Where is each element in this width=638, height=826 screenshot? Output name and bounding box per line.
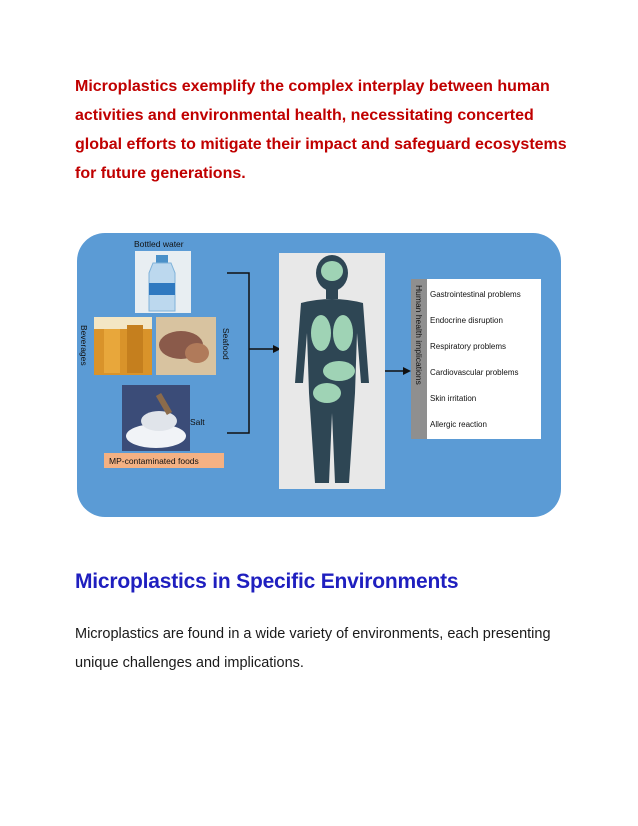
salt-image [122,385,190,451]
section-heading: Microplastics in Specific Environments [75,570,459,593]
intro-highlight: Microplastics exemplify the complex interplay between human activities and environmental health, necessitating concerted global efforts to mitigate their impact and safeguard ecosystems for future generations. [75,78,567,182]
sources-bracket [227,273,273,433]
implication-item: Cardiovascular problems [430,368,519,377]
section-paragraph: Microplastics are found in a wide variety of environments, each presenting unique challenges and implications. [75,626,551,671]
beverages-label: Beverages [79,325,89,366]
implication-item: Endocrine disruption [430,316,503,325]
figure-canvas [77,233,561,517]
implication-item: Allergic reaction [430,420,487,429]
salt-label: Salt [190,417,205,427]
implication-item: Respiratory problems [430,342,507,351]
foods-label: MP-contaminated foods [109,456,199,466]
implication-item: Skin irritation [430,394,477,403]
implication-item: Gastrointestinal problems [430,290,521,299]
bottled-water-image [135,251,191,313]
health-implications-figure [77,233,561,517]
implications-list-box [427,279,541,439]
beverages-image [94,317,152,375]
arrow-to-implications-icon [403,367,411,375]
seafood-label: Seafood [221,328,231,360]
implications-title: Human health implications [414,285,424,385]
bottled-water-label: Bottled water [134,239,184,249]
seafood-image [156,317,216,375]
